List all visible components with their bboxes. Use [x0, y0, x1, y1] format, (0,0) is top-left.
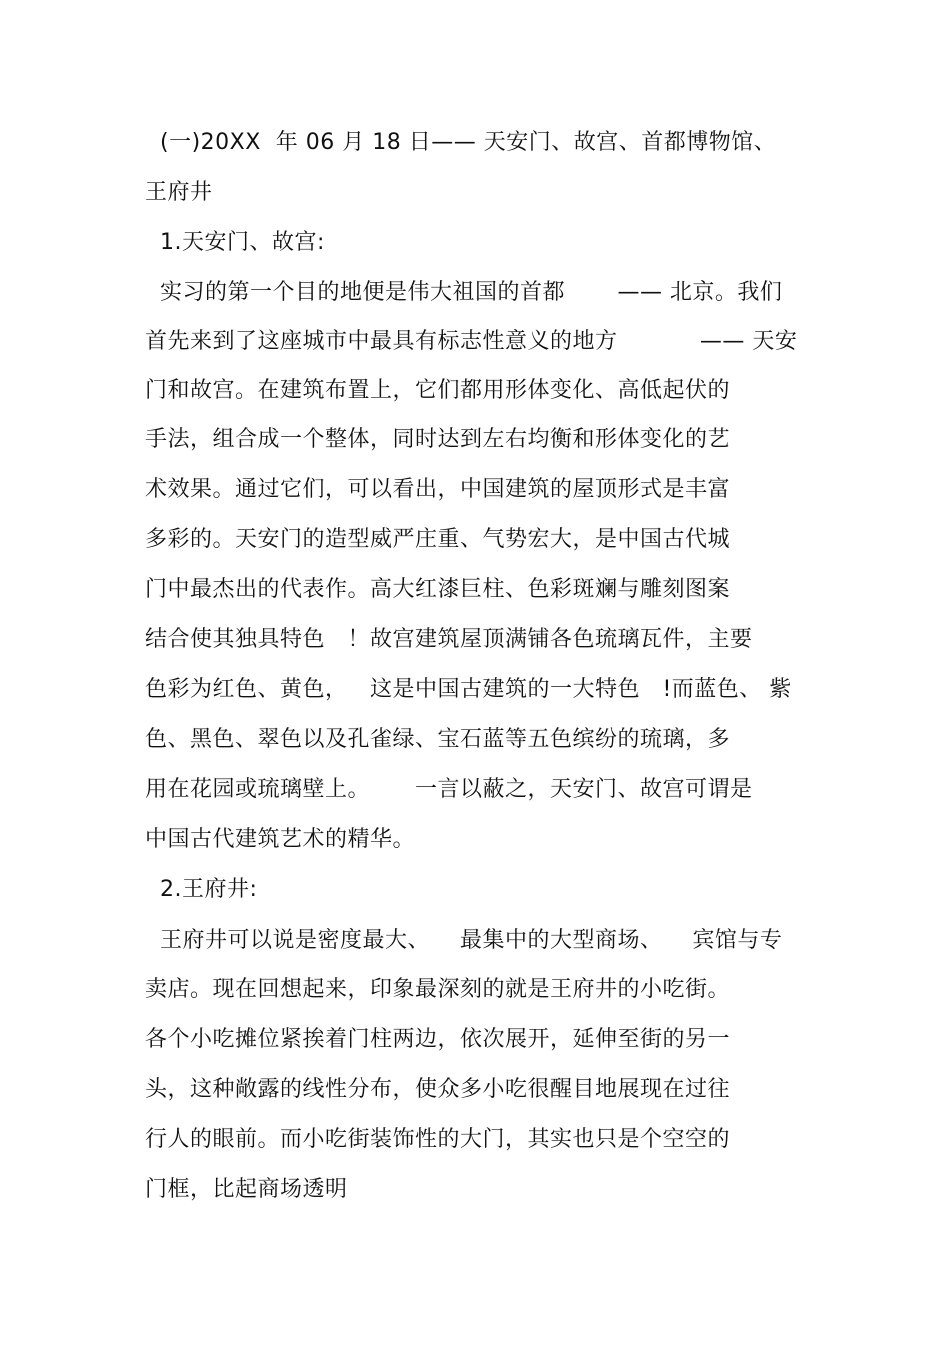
- section-title: 2.王府井:: [145, 877, 258, 902]
- paragraph-line: 行人的眼前。而小吃街装饰性的大门，其实也只是个空空的: [145, 1127, 731, 1152]
- paragraph-line: 头，这种敞露的线性分布，使众多小吃很醒目地展现在过往: [145, 1077, 731, 1102]
- paragraph-line: 门和故宫。在建筑布置上，它们都用形体变化、高低起伏的: [145, 378, 731, 403]
- paragraph-line: 门框，比起商场透明: [145, 1177, 348, 1202]
- paragraph-line: 术效果。通过它们，可以看出，中国建筑的屋顶形式是丰富: [145, 477, 731, 502]
- paragraph-line: 各个小吃摊位紧挨着门柱两边，依次展开，延伸至街的另一: [145, 1027, 731, 1052]
- paragraph-line: 中国古代建筑艺术的精华。: [145, 827, 416, 852]
- paragraph-line: 色、黑色、翠色以及孔雀绿、宝石蓝等五色缤纷的琉璃，多: [145, 727, 731, 752]
- paragraph-line: 手法，组合成一个整体，同时达到左右均衡和形体变化的艺: [145, 427, 731, 452]
- heading-line: (一)20XX 年 06 月 18 日—— 天安门、故宫、首都博物馆、: [145, 130, 777, 155]
- paragraph-line: 实习的第一个目的地便是伟大祖国的首都 —— 北京。我们: [145, 280, 783, 305]
- section-title: 1.天安门、故宫:: [145, 230, 325, 255]
- paragraph-line: 结合使其独具特色 ！故宫建筑屋顶满铺各色琉璃瓦件，主要: [145, 627, 753, 652]
- paragraph-line: 色彩为红色、黄色， 这是中国古建筑的一大特色 !而蓝色、 紫: [145, 677, 792, 702]
- paragraph-line: 多彩的。天安门的造型威严庄重、气势宏大，是中国古代城: [145, 527, 731, 552]
- paragraph-line: 王府井可以说是密度最大、 最集中的大型商场、 宾馆与专: [145, 928, 783, 953]
- paragraph-line: 首先来到了这座城市中最具有标志性意义的地方 —— 天安: [145, 329, 798, 354]
- heading-line: 王府井: [145, 180, 213, 205]
- paragraph-line: 用在花园或琉璃壁上。 一言以蔽之，天安门、故宫可谓是: [145, 777, 753, 802]
- paragraph-line: 卖店。现在回想起来，印象最深刻的就是王府井的小吃街。: [145, 977, 731, 1002]
- paragraph-line: 门中最杰出的代表作。高大红漆巨柱、色彩斑斓与雕刻图案: [145, 577, 731, 602]
